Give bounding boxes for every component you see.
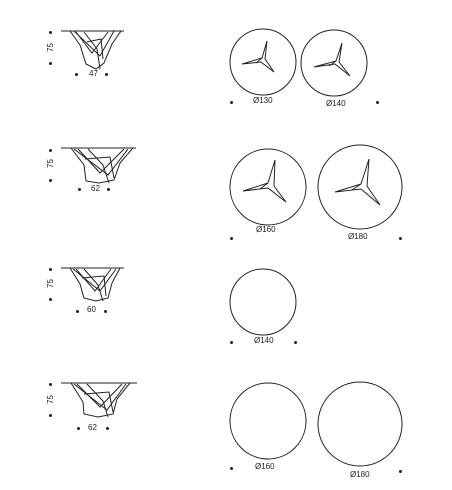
tri-star-base-icon [243, 160, 286, 202]
round-table-top-1 [230, 269, 296, 335]
size-label-2: Ø180 [348, 232, 368, 241]
height-label: 75 [46, 159, 55, 168]
depth-label: 60 [87, 305, 96, 314]
height-label: 75 [46, 395, 55, 404]
round-table-top-1 [230, 383, 306, 459]
tri-star-base-icon [242, 41, 274, 72]
table-side-elevation [61, 383, 137, 417]
height-label: 75 [46, 43, 55, 52]
table-side-elevation [61, 148, 136, 183]
depth-label: 62 [91, 184, 100, 193]
tri-star-base-icon [314, 43, 350, 76]
height-label: 75 [46, 279, 55, 288]
round-table-top-1 [230, 149, 306, 225]
size-label-1: Ø160 [255, 462, 275, 471]
depth-label: 62 [88, 423, 97, 432]
size-label-2: Ø140 [326, 99, 346, 108]
size-label-2: Ø180 [350, 470, 370, 479]
table-side-elevation [61, 31, 124, 69]
round-table-top-2 [318, 382, 402, 466]
round-table-top-2 [318, 145, 402, 229]
tri-star-base-icon [335, 159, 380, 205]
table-side-elevation [61, 268, 124, 301]
round-table-top-1 [230, 29, 296, 95]
size-label-1: Ø140 [254, 336, 274, 345]
size-label-1: Ø160 [256, 225, 276, 234]
size-label-1: Ø130 [253, 96, 273, 105]
depth-label: 47 [89, 69, 98, 78]
